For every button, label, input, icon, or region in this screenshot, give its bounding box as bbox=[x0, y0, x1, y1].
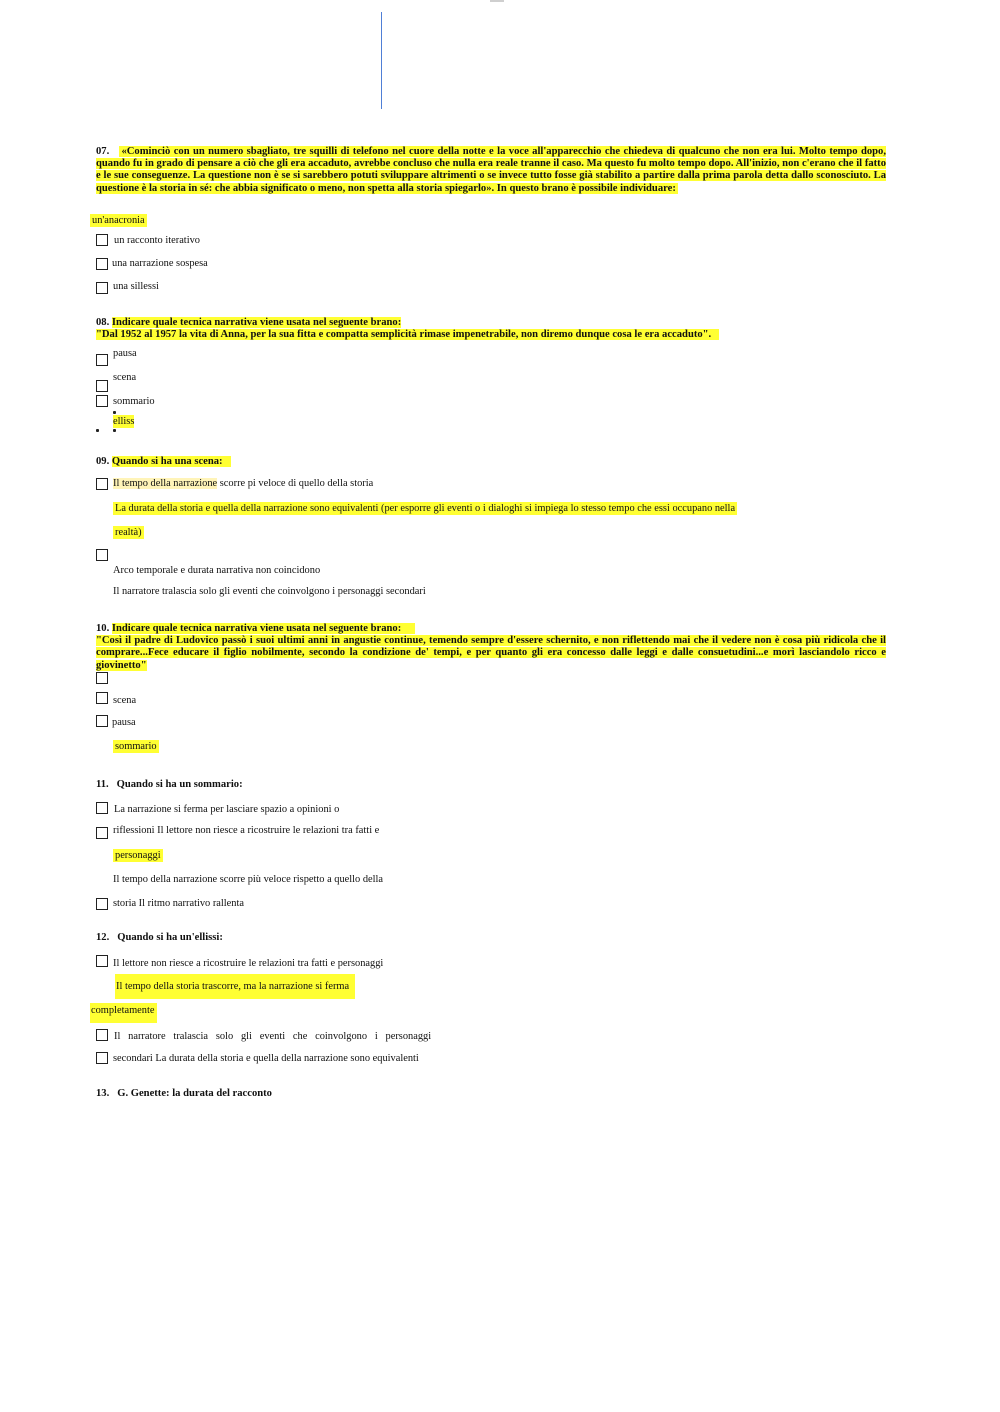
question-10-quote: "Così il padre di Ludovico passò i suoi ultimi anni in angustie continue, temendo sempre d'essere schernito, e non riflettendo mai che il vedere non è cosa più ridicola che il comprare...Fece educare il figlio nobilmente, secondo la condizione de' tempi, e per quanto gli era concesso dalle leggi e dalle consuetudini...e morì lasciandolo ricco e giovinetto" bbox=[96, 635, 886, 671]
checkbox[interactable] bbox=[96, 715, 108, 727]
checkbox[interactable] bbox=[96, 354, 108, 366]
question-10-prompt: Indicare quale tecnica narrativa viene usata nel seguente brano: bbox=[112, 623, 415, 634]
question-10-number: 10. bbox=[96, 623, 110, 634]
checkbox[interactable] bbox=[96, 1052, 108, 1064]
question-08-number: 08. bbox=[96, 317, 110, 328]
question-11-header bbox=[96, 779, 243, 791]
question-13-header bbox=[96, 1088, 272, 1100]
question-09-answer-line-1: La durata della storia e quella della narrazione sono equivalenti (per esporre gli eventi o i dialoghi si impiega lo stesso tempo che essi occupano nella bbox=[115, 503, 736, 514]
question-08-answer: elliss bbox=[113, 416, 135, 427]
checkbox[interactable] bbox=[96, 380, 108, 392]
question-09-number: 09. bbox=[96, 456, 110, 467]
checkbox[interactable] bbox=[96, 955, 108, 967]
question-10-option-2: pausa bbox=[112, 717, 136, 728]
question-07-number: 07. bbox=[96, 146, 110, 157]
question-08-header bbox=[96, 317, 886, 341]
question-10-answer: sommario bbox=[115, 741, 157, 752]
question-08-quote: "Dal 1952 al 1957 la vita di Anna, per la sua fitta e compatta semplicità rimase impenetrabile, non diremo dunque cosa le era accaduto". bbox=[96, 329, 719, 340]
question-07-option-3: una sillessi bbox=[113, 281, 159, 292]
checkbox[interactable] bbox=[96, 478, 108, 490]
question-08-prompt: Indicare quale tecnica narrativa viene usata nel seguente brano: bbox=[111, 317, 402, 328]
question-10-option-1: scena bbox=[113, 695, 137, 706]
cursor-mark bbox=[113, 429, 116, 432]
question-07-option-1: un racconto iterativo bbox=[114, 235, 200, 246]
question-11-line-2: riflessioni Il lettore non riesce a ricostruire le relazioni tra fatti e bbox=[113, 825, 380, 836]
question-11-line-4: Il tempo della narrazione scorre più veloce rispetto a quello della bbox=[113, 874, 384, 885]
cursor-mark bbox=[113, 411, 116, 414]
question-09-option-3: Arco temporale e durata narrativa non coincidono bbox=[113, 565, 321, 576]
checkbox[interactable] bbox=[96, 692, 108, 704]
checkbox[interactable] bbox=[96, 549, 108, 561]
question-12-prompt: Quando si ha un'ellissi: bbox=[117, 932, 223, 943]
question-12-answer-line-2: completamente bbox=[90, 1003, 157, 1023]
question-11-line-1: La narrazione si ferma per lasciare spazio a opinioni o bbox=[114, 804, 340, 815]
question-11-answer: personaggi bbox=[115, 850, 161, 861]
question-12-option-1: Il lettore non riesce a ricostruire le relazioni tra fatti e personaggi bbox=[113, 958, 384, 969]
question-09-option-1-part-a: Il tempo della narrazione bbox=[113, 478, 218, 489]
question-12-option-4: secondari La durata della storia e quella della narrazione sono equivalenti bbox=[113, 1053, 419, 1064]
checkbox[interactable] bbox=[96, 802, 108, 814]
checkbox[interactable] bbox=[96, 234, 108, 246]
question-09-option-4: Il narratore tralascia solo gli eventi che coinvolgono i personaggi secondari bbox=[113, 586, 426, 597]
question-07-passage: «Cominciò con un numero sbagliato, tre squilli di telefono nel cuore della notte e la voce all'apparecchio che chiedeva di qualcuno che non era lui. Molto tempo dopo, quando fu in grado di pensare a ciò che gli era accaduto, avrebbe concluso che nulla era reale tranne il caso. Ma questo fu molto tempo dopo. All'inizio, non c'erano che il fatto e le sue conseguenze. La questione non è se si sarebbero potuti sviluppare altrimenti o se invece tutto fosse già stabilito a partire dalla prima parola detta dallo sconosciuto. La questione è la storia in sé: che abbia significato o meno, non spetta alla storia spiegarlo». In questo brano è possibile individuare: bbox=[96, 146, 886, 194]
question-09-prompt: Quando si ha una scena: bbox=[112, 456, 231, 467]
question-13-number: 13. bbox=[96, 1088, 110, 1099]
question-11-number: 11. bbox=[96, 779, 109, 790]
question-07-option-2: una narrazione sospesa bbox=[112, 258, 208, 269]
checkbox[interactable] bbox=[96, 827, 108, 839]
question-08-option-3: sommario bbox=[113, 396, 155, 407]
question-08-option-2: scena bbox=[113, 372, 137, 383]
question-11-prompt: Quando si ha un sommario: bbox=[116, 779, 243, 790]
question-07-answer: un'anacronia bbox=[92, 215, 145, 226]
question-09-header bbox=[96, 456, 231, 468]
header-mark bbox=[490, 0, 504, 2]
checkbox[interactable] bbox=[96, 395, 108, 407]
question-12-answer-line-1: Il tempo della storia trascorre, ma la narrazione si ferma bbox=[115, 974, 355, 999]
question-09-answer-line-2: realtà) bbox=[115, 527, 142, 538]
question-10-header bbox=[96, 623, 886, 672]
question-09-option-1-part-b: scorre pi veloce di quello della storia bbox=[217, 478, 374, 489]
checkbox[interactable] bbox=[96, 1029, 108, 1041]
question-07-text bbox=[96, 146, 886, 195]
question-12-number: 12. bbox=[96, 932, 110, 943]
question-08-option-1: pausa bbox=[113, 348, 137, 359]
question-12-header bbox=[96, 932, 223, 944]
question-09-option-1 bbox=[113, 477, 373, 490]
checkbox[interactable] bbox=[96, 282, 108, 294]
cursor-mark bbox=[96, 429, 99, 432]
vertical-rule bbox=[381, 12, 382, 109]
question-13-title: G. Genette: la durata del racconto bbox=[117, 1088, 272, 1099]
checkbox[interactable] bbox=[96, 672, 108, 684]
checkbox[interactable] bbox=[96, 898, 108, 910]
checkbox[interactable] bbox=[96, 258, 108, 270]
question-11-line-5: storia Il ritmo narrativo rallenta bbox=[113, 898, 244, 909]
question-12-option-3: Il narratore tralascia solo gli eventi che coinvolgono i personaggi bbox=[114, 1031, 432, 1042]
